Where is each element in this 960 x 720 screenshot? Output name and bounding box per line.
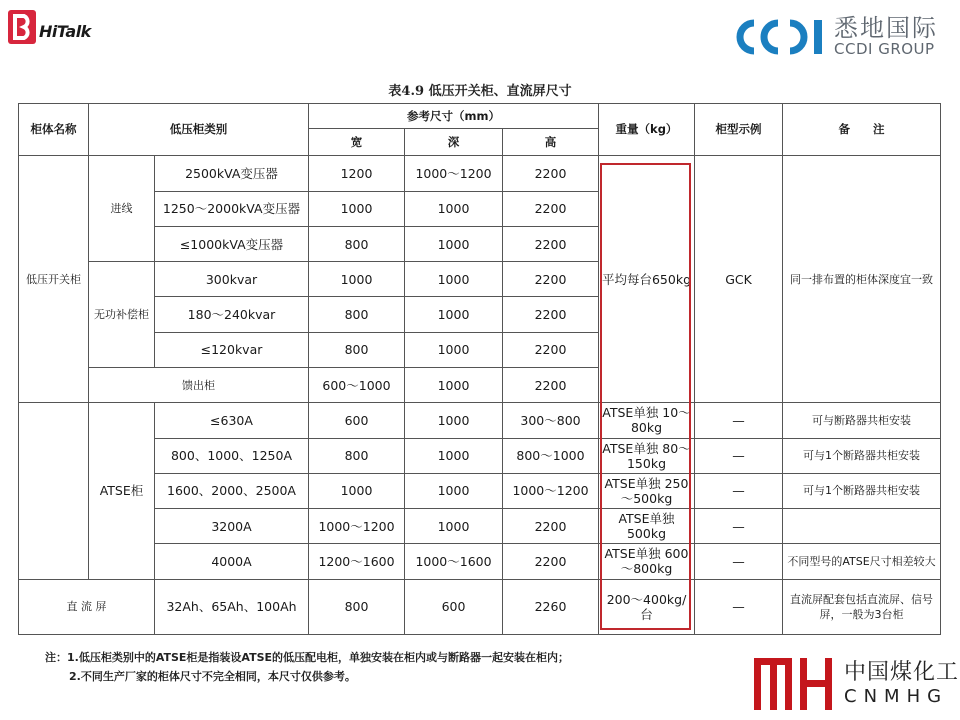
group-lv-continuation [19,544,89,579]
group-atse: ATSE柜 [89,403,155,579]
cell-model: — [695,473,783,508]
cell-depth: 1000 [405,367,503,402]
group-feeder: 馈出柜 [89,367,309,402]
cell-width: 600 [309,403,405,438]
cell-item: 300kvar [155,262,309,297]
cell-height: 2200 [503,367,599,402]
cell-item: ≤630A [155,403,309,438]
cell-item: ≤120kvar [155,332,309,367]
group-lv-continuation [19,473,89,508]
cell-width: 1000 [309,473,405,508]
cell-item: 32Ah、65Ah、100Ah [155,579,309,634]
cell-depth: 1000 [405,191,503,226]
table-row [19,544,941,579]
cell-width: 1200 [309,156,405,191]
bhtalk-b-icon [8,10,36,44]
cabinet-size-table [18,103,941,635]
cell-height: 2260 [503,579,599,634]
cell-weight-shared: 平均每台650kg [599,156,695,403]
table-row [19,438,941,473]
group-incoming: 进线 [89,156,155,262]
cell-model-shared: GCK [695,156,783,403]
cell-remark: 可与1个断路器共柜安装 [783,438,941,473]
cell-item: 1600、2000、2500A [155,473,309,508]
cell-weight: ATSE单独 600～800kg [599,544,695,579]
note-2: 2.不同生产厂家的柜体尺寸不完全相同，本尺寸仅供参考。 [69,670,356,683]
table-row [19,156,941,191]
cell-height: 2200 [503,332,599,367]
cell-depth: 1000～1200 [405,156,503,191]
cell-weight: ATSE单独 10～80kg [599,403,695,438]
cell-item: ≤1000kVA变压器 [155,226,309,261]
header-remark: 备 注 [783,104,941,156]
ccdi-mark-icon [734,17,826,57]
cell-remark-shared: 同一排布置的柜体深度宜一致 [783,156,941,403]
cell-depth: 1000 [405,473,503,508]
cell-remark: 可与断路器共柜安装 [783,403,941,438]
cell-model: — [695,438,783,473]
cell-depth: 1000 [405,332,503,367]
cell-width: 1200～1600 [309,544,405,579]
cnmhg-name-cn: 中国煤化工 [844,660,960,685]
cell-width: 800 [309,297,405,332]
table-row [19,473,941,508]
cell-height: 2200 [503,191,599,226]
cell-weight: ATSE单独500kg [599,509,695,544]
header-depth: 深 [405,129,503,156]
cell-width: 800 [309,579,405,634]
cell-item: 1250～2000kVA变压器 [155,191,309,226]
cell-depth: 1000 [405,438,503,473]
cell-width: 800 [309,438,405,473]
group-lv: 低压开关柜 [19,156,89,403]
group-lv-continuation [19,438,89,473]
group-lv-continuation [19,509,89,544]
cell-width: 600～1000 [309,367,405,402]
cell-depth: 1000 [405,226,503,261]
cell-depth: 1000 [405,509,503,544]
header-height: 高 [503,129,599,156]
table-row [19,403,941,438]
table-notes [45,648,569,686]
header-width: 宽 [309,129,405,156]
cell-height: 2200 [503,544,599,579]
cell-remark: 直流屏配套包括直流屏、信号屏，一般为3台柜 [783,579,941,634]
header-category: 低压柜类别 [89,104,309,156]
cnmhg-name-en: CNMHG [844,686,949,707]
cnmhg-logo [752,656,959,712]
cell-width: 800 [309,332,405,367]
cell-remark: 不同型号的ATSE尺寸相差较大 [783,544,941,579]
note-1: 注：1.低压柜类别中的ATSE柜是指装设ATSE的低压配电柜，单独安装在柜内或与断路器一起安装在柜内； [45,651,570,664]
cell-remark: 可与1个断路器共柜安装 [783,473,941,508]
header-name: 柜体名称 [19,104,89,156]
table-row [19,509,941,544]
cell-depth: 1000～1600 [405,544,503,579]
cell-weight: 200～400kg/台 [599,579,695,634]
bhtalk-logo [8,10,91,44]
cell-item: 180～240kvar [155,297,309,332]
cell-depth: 1000 [405,297,503,332]
cell-model: — [695,579,783,634]
cell-depth: 1000 [405,262,503,297]
cell-model: — [695,403,783,438]
ccdi-name-en: CCDI GROUP [834,40,935,58]
ccdi-logo [734,16,938,58]
group-compensation: 无功补偿柜 [89,262,155,368]
cell-height: 300～800 [503,403,599,438]
header-weight: 重量（kg） [599,104,695,156]
group-dc: 直 流 屏 [19,579,155,634]
cell-width: 1000 [309,191,405,226]
cell-depth: 1000 [405,403,503,438]
cell-item: 2500kVA变压器 [155,156,309,191]
cell-height: 2200 [503,297,599,332]
cell-width: 1000～1200 [309,509,405,544]
cell-item: 4000A [155,544,309,579]
cell-height: 2200 [503,509,599,544]
header-dims: 参考尺寸（mm） [309,104,599,129]
cell-width: 800 [309,226,405,261]
cell-remark [783,509,941,544]
cell-weight: ATSE单独 80～150kg [599,438,695,473]
group-lv-continuation [19,403,89,438]
cnmhg-mark-icon [752,656,836,712]
table-row [19,579,941,634]
cell-height: 800～1000 [503,438,599,473]
cell-height: 2200 [503,156,599,191]
cell-height: 2200 [503,226,599,261]
cell-item: 3200A [155,509,309,544]
cell-height: 2200 [503,262,599,297]
bhtalk-wordmark: HiTalk [39,21,91,41]
cell-model: — [695,509,783,544]
header-model: 柜型示例 [695,104,783,156]
cell-weight: ATSE单独 250～500kg [599,473,695,508]
cell-depth: 600 [405,579,503,634]
cell-height: 1000～1200 [503,473,599,508]
ccdi-name-cn: 悉地国际 [834,14,938,42]
cell-item: 800、1000、1250A [155,438,309,473]
cell-width: 1000 [309,262,405,297]
table-title: 表4.9 低压开关柜、直流屏尺寸 [388,84,572,99]
cell-model: — [695,544,783,579]
